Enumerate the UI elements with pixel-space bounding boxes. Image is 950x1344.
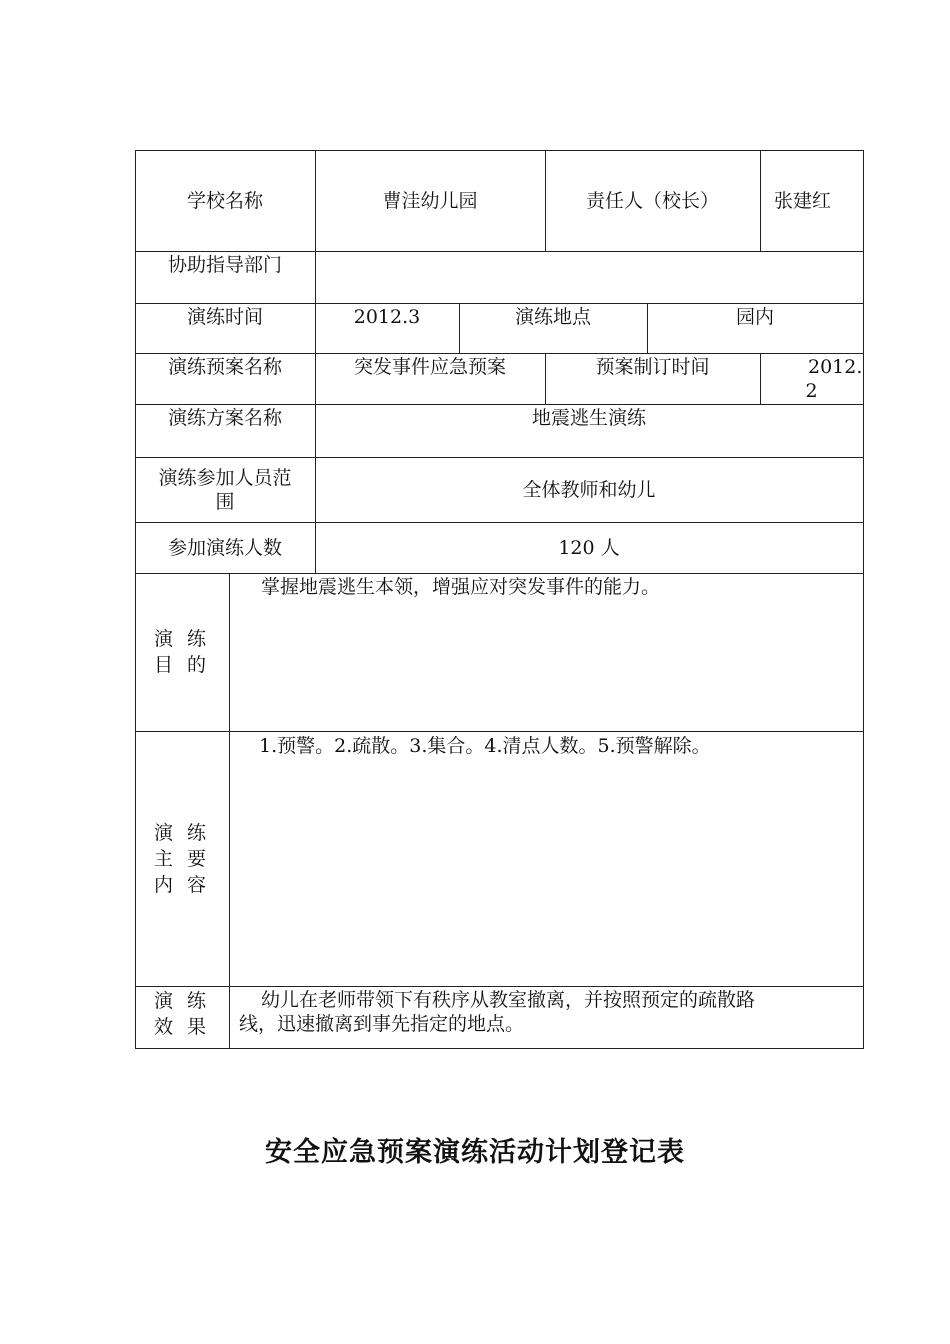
effect-label-line2: 效 果 bbox=[153, 1016, 211, 1038]
grid-line bbox=[135, 404, 864, 405]
guidance-dept-value bbox=[315, 253, 863, 303]
effect-value bbox=[229, 988, 863, 1048]
principal-value: 张建红 bbox=[773, 189, 831, 212]
drill-time-label: 演练时间 bbox=[186, 306, 263, 328]
grid-line bbox=[135, 573, 864, 574]
grid-line bbox=[135, 731, 864, 732]
scheme-name-value: 地震逃生演练 bbox=[531, 407, 646, 429]
document-title: 安全应急预案演练活动计划登记表 bbox=[265, 1137, 685, 1168]
content-label-line1: 演 练 bbox=[153, 821, 211, 844]
grid-line bbox=[863, 150, 864, 1049]
participants-scope-label bbox=[135, 457, 315, 522]
effect-label-line1: 演 练 bbox=[153, 990, 211, 1012]
content-value: 1.预警。2.疏散。3.集合。4.清点人数。5.预警解除。 bbox=[259, 735, 711, 757]
grid-line bbox=[135, 986, 864, 987]
grid-line bbox=[135, 1048, 864, 1049]
purpose-label-line2: 目 的 bbox=[153, 654, 211, 676]
principal-label: 责任人（校长） bbox=[585, 189, 719, 212]
purpose-value: 掌握地震逃生本领，增强应对突发事件的能力。 bbox=[261, 576, 661, 598]
effect-value-line2: 线，迅速撤离到事先指定的地点。 bbox=[239, 1013, 525, 1035]
participants-scope-label-line2: 围 bbox=[215, 490, 235, 513]
plan-name-value: 突发事件应急预案 bbox=[353, 356, 506, 378]
grid-line bbox=[135, 303, 864, 304]
plan-date-value-line2: 2 bbox=[805, 380, 818, 402]
effect-value-line1: 幼儿在老师带领下有秩序从教室撤离，并按照预定的疏散路 bbox=[261, 989, 756, 1011]
drill-location-label: 演练地点 bbox=[514, 306, 591, 328]
drill-time-value: 2012.3 bbox=[353, 306, 421, 328]
purpose-label bbox=[135, 573, 229, 731]
participants-count-value: 120 人 bbox=[558, 536, 620, 559]
content-label-line2: 主 要 bbox=[153, 847, 211, 870]
guidance-dept-label: 协助指导部门 bbox=[167, 254, 282, 276]
content-label bbox=[135, 731, 229, 986]
registration-table bbox=[135, 150, 864, 1049]
school-name-label: 学校名称 bbox=[186, 189, 263, 212]
participants-scope-label-line1: 演练参加人员范 bbox=[158, 466, 292, 489]
content-label-line3: 内 容 bbox=[153, 873, 211, 896]
plan-date-label: 预案制订时间 bbox=[595, 356, 710, 378]
plan-date-value bbox=[760, 355, 863, 404]
grid-line bbox=[135, 353, 864, 354]
plan-date-value-line1: 2012. bbox=[808, 356, 863, 378]
scheme-name-label: 演练方案名称 bbox=[167, 407, 282, 429]
participants-count-label: 参加演练人数 bbox=[167, 536, 282, 559]
purpose-label-line1: 演 练 bbox=[153, 628, 211, 650]
effect-label bbox=[135, 986, 229, 1048]
drill-location-value: 园内 bbox=[735, 306, 774, 328]
participants-scope-value: 全体教师和幼儿 bbox=[522, 478, 656, 501]
school-name-value: 曹洼幼儿园 bbox=[382, 189, 478, 212]
plan-name-label: 演练预案名称 bbox=[167, 356, 282, 378]
grid-line bbox=[135, 251, 864, 252]
